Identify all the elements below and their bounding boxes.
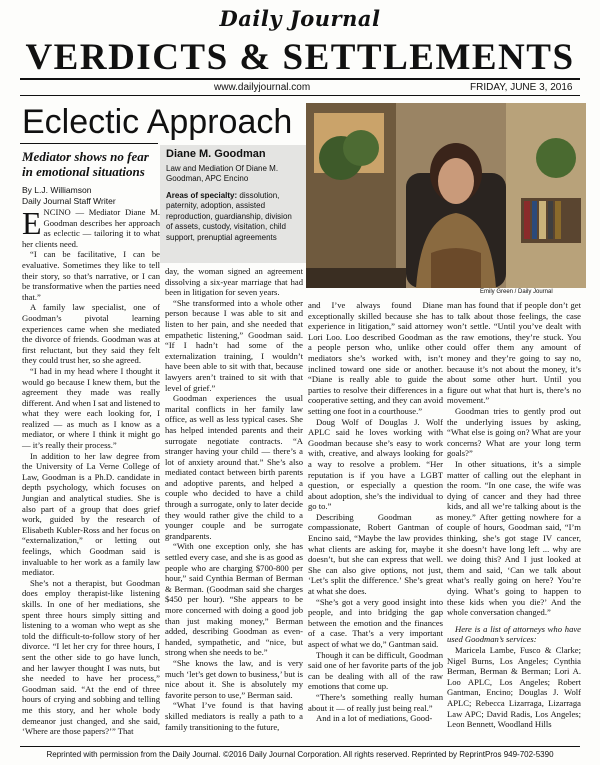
lede-paragraph: ENCINO — Mediator Diane M. Goodman describes her approach as eclectic — tailoring it to what her clients need. [22,205,160,249]
paragraph: And in a lot of mediations, Good- [316,713,433,724]
paragraph: “What I’ve found is that having skilled mediators is really a path to a family transitioning to the future, [165,700,303,732]
paragraph: “She knows the law, and is very much ‘let’s get down to business,’ but is nice about it. She is absolutely my favorite person to use,” Berman said. [165,657,303,700]
paragraph: Goodman tries to gently prod out the underlying issues by asking, “What else is going on? What are your concerns? What are your long term goals?” [447,405,581,459]
specialty-label: Areas of specialty: [166,190,238,200]
profile-name: Diane M. Goodman [166,148,266,160]
issue-date: FRIDAY, JUNE 3, 2016 [470,82,573,93]
top-rule [20,78,580,80]
attorney-list-heading: Here is a list of attorneys who have used Goodman’s services: [447,623,581,645]
masthead-logo: Daily Journal [219,6,381,31]
paragraph: day, the woman signed an agreement dissolving a six-year marriage that had been in litigation for seven years. [165,266,303,298]
article-column-2 [165,266,303,732]
headline-rule [20,143,158,144]
section-title: VERDICTS & SETTLEMENTS [25,37,575,78]
paragraph: “I had in my head where I thought it would go because I knew them, but the agreement they made was really different. And when I sat and listened to what they were each looking for, I realized — as much as I know as a mediator, or where I think it might go — it’s really their process.” [22,365,160,451]
date-rule [20,95,580,96]
profile-sidebar [160,145,306,263]
article-column-3 [308,300,443,724]
specialty-text: dissolution, paternity, adoption, assisted reproduction, guardianship, division of assets, custody, visitation, child support, prenuptial agreements [166,190,292,242]
profile-specialty [166,191,300,244]
paragraph: In other situations, it’s a simple matter of calling out the elephant in the room. “In one case, the wife was dying of cancer and they had three kids, and all we’re talking about is the money.” After getting nowhere for a couple of hours, Goodman said, “I’m thinking, she’s got stage IV cancer, she doesn’t have long left ... why are we doing this? And I just looked at them and said, ‘Can we talk about what’s really going on here? You’re dying. What’s going to happen to these kids when you die?’ And the whole conversation changed.” [447,458,581,618]
attorney-list: Maricela Lambe, Fusco & Clarke; Nigel Burns, Los Angeles; Cynthia Berman, Berman & Berman; Lori A. Loo APLC, Los Angeles; Robert Gantman, Encino; Douglas J. Wolf APLC; Rebecca Lizarraga, Lizarraga Law APC; David Radis, Los Angeles; Leon Bennett, Woodland Hills [447,645,581,730]
paragraph: man has found that if people don’t get to talk about those feelings, the case won’t settle. “Until you’ve dealt with the raw emotions, they’re stuck. You could offer them any amount of money and they’re going to say no, because it’s not about the money, it’s about some other hurt. Until you figure out what that hurt is, there’s no movement.” [447,300,581,406]
photo-credit: Emily Green / Daily Journal [480,289,553,295]
drop-cap: E [22,205,42,241]
mediator-photo [306,103,586,288]
byline-author: By L.J. Williamson [22,185,92,195]
article-headline: Eclectic Approach [22,103,293,141]
paragraph: In addition to her law degree from the University of La Verne College of Law, Goodman is a Ph.D. candidate in depth psychology, which focuses on Jungian and analytical studies. She is also part of a group that does grief work, guided by the research of Elisabeth Kubler-Ross and her focus on “externalization,” or letting out feelings, which Goodman said is invaluable to her work as a family law mediator. [22,450,160,578]
article-column-4 [447,300,581,730]
site-url[interactable]: www.dailyjournal.com [214,82,311,93]
paragraph: Doug Wolf of Douglas J. Wolf APLC said he loves working with Goodman because she’s easy to work with, creative, and always looking for a way to resolve a problem. “Her reputation is if you have a LGBT question, or especially a question about adoption, she’s the individual to go to.” [308,416,443,512]
paragraph: “There’s something really human about it — of really just being real.” [308,691,443,713]
paragraph: “With one exception only, she has settled every case, and she is as good as people who are charging $700-800 per hour,” said Cynthia Berman of Berman & Berman. (Goodman said she charges $450 per hour). “She appears to be more concerned with doing a good job than just making money,” Berman added, describing Goodman as even-handed, sympathetic, and “nice, but strong when she needs to be.” [165,541,303,658]
paragraph: A family law specialist, one of Goodman’s pivotal learning experiences came when she mediated the divorce of friends. Goodman was at first reluctant, but they said they felt they could trust her, so she agreed. [22,302,160,366]
paragraph: “She’s got a very good insight into people, and into bridging the gap between the emotion and the finances of a case. That’s a very important aspect of what we do,” Gantman said. [308,596,443,649]
paragraph: Goodman experiences the usual marital conflicts in her family law office, as well as less typical cases. She has helped intended parents and their surrogate negotiate contracts. “A stranger having your child — there’s a lot of anxiety around that.” She’s also mediated contact between birth parents and adoptive parents, and helped a couple who decided to have a child through a surrogate, only to later decide they would rather give the child to a younger couple and be surrogate grandparents. [165,393,303,541]
paragraph: “She transformed into a whole other person because I was able to sit and listen to her pain, and she needed that empathetic listening,” Goodman said. “If I hadn’t had some of the externalization training, I wouldn’t have been able to sit with that, because lawyers aren’t trained to sit with that level of grief.” [165,297,303,393]
paragraph: Describing Goodman as compassionate, Robert Gantman of Encino said, “Maybe the law provides what clients are asking for, maybe it doesn’t, but she can express that well. She can also give options, not just, ‘Let’s split the difference.’ She’s great at what she does. [308,511,443,597]
footer-rule [20,746,580,747]
byline-role: Daily Journal Staff Writer [22,196,116,206]
paragraph: Though it can be difficult, Goodman said one of her favorite parts of the job can be dealing with all of the raw emotions that come up. [308,649,443,692]
office-portrait-illustration [306,103,586,288]
reprint-notice: Reprinted with permission from the Daily Journal. ©2016 Daily Journal Corporation. All rights reserved. Reprinted by ReprintPros 949-702-5390 [46,750,554,759]
byline [22,185,162,207]
profile-firm: Law and Mediation Of Diane M. Goodman, APC Encino [166,163,279,183]
article-deck: Mediator shows no fear in emotional situations [22,149,149,179]
paragraph: “I can be facilitative, I can be evaluative. Sometimes they like to tell their story, so that’s narrative, or I can be transformative when the parties need that.” [22,249,160,302]
article-column-1 [22,207,160,737]
paragraph: She’s not a therapist, but Goodman does employ therapist-like listening skills. In one of her mediations, she spent three hours simply sitting and listening to a woman who wept as she told the difficult-to-follow story of her divorce. “I let her cry for three hours, I sent the other side to go have lunch, and her lawyer thought I was nuts, but she needed to have her process,” Goodman said. “At the end of three hours of crying and sobbing and telling me this story, and her whole body demeanor just changed, and she said, ‘Where are those papers?’” That [22,577,160,737]
paragraph: and I’ve always found Diane exceptionally skilled because she has experience in litigation,” said attorney Lori Loo. Loo described Goodman as a people person who, unlike other mediators she’s worked with, isn’t inclined toward one side or another. “Diane is really able to guide the parties to resolve their differences in a cooperative setting, and they can avoid setting one foot in a courthouse.” [308,300,443,416]
